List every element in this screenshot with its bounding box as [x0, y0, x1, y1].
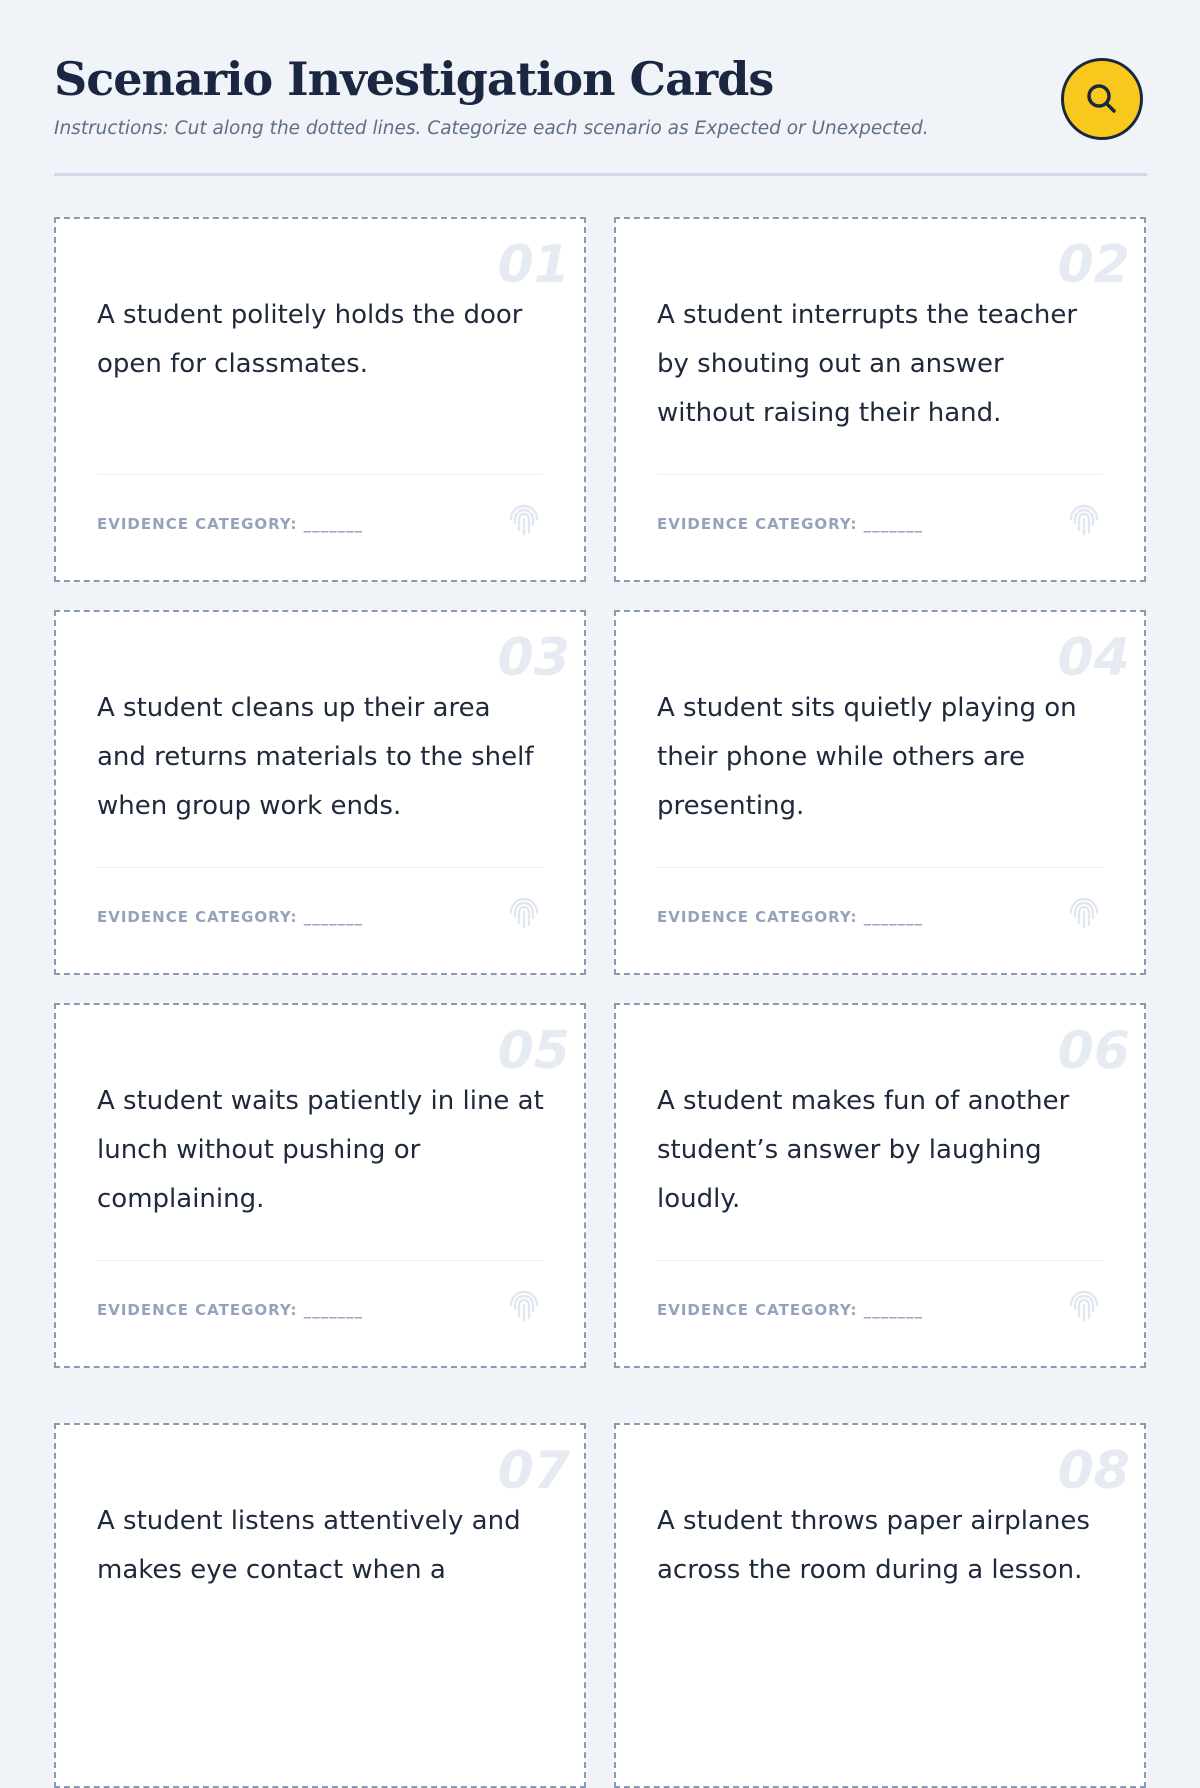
- magnifier-badge: [1061, 58, 1143, 140]
- evidence-category-label: EVIDENCE CATEGORY: _______: [657, 1301, 924, 1319]
- card-number: 07: [497, 1441, 570, 1501]
- card-number: 01: [497, 235, 570, 295]
- card-divider: [97, 1260, 543, 1261]
- card-number: 06: [1057, 1021, 1130, 1081]
- scenario-text: A student sits quietly playing on their phone while others are presenting.: [657, 693, 1077, 821]
- scenario-card: [54, 217, 586, 582]
- fingerprint-icon: [504, 1285, 544, 1325]
- fingerprint-icon: [1064, 499, 1104, 539]
- card-number: 05: [497, 1021, 570, 1081]
- fingerprint-icon: [504, 892, 544, 932]
- evidence-category-label: EVIDENCE CATEGORY: _______: [657, 515, 924, 533]
- scenario-text: A student makes fun of another student’s answer by laughing loudly.: [657, 1086, 1070, 1214]
- fingerprint-icon: [504, 499, 544, 539]
- page-title: Scenario Investigation Cards: [54, 52, 774, 106]
- scenario-text: A student cleans up their area and returns materials to the shelf when group work ends.: [97, 693, 534, 821]
- scenario-text: A student interrupts the teacher by shouting out an answer without raising their hand.: [657, 300, 1078, 428]
- magnifier-icon: [1082, 79, 1122, 119]
- card-divider: [657, 474, 1103, 475]
- worksheet-header: [54, 0, 1147, 176]
- instructions-text: Instructions: Cut along the dotted lines. Categorize each scenario as Expected or Unexpected.: [54, 118, 929, 139]
- scenario-card: [614, 1423, 1146, 1788]
- scenario-card: [614, 217, 1146, 582]
- scenario-card: [614, 610, 1146, 975]
- scenario-text: A student waits patiently in line at lunch without pushing or complaining.: [97, 1086, 544, 1214]
- card-divider: [97, 867, 543, 868]
- card-number: 03: [497, 628, 570, 688]
- evidence-category-label: EVIDENCE CATEGORY: _______: [97, 515, 364, 533]
- card-divider: [657, 867, 1103, 868]
- card-number: 04: [1057, 628, 1130, 688]
- scenario-card: [54, 1003, 586, 1368]
- scenario-text: A student throws paper airplanes across the room during a lesson.: [657, 1506, 1090, 1585]
- scenario-card: [54, 1423, 586, 1788]
- card-number: 02: [1057, 235, 1130, 295]
- evidence-category-label: EVIDENCE CATEGORY: _______: [97, 1301, 364, 1319]
- card-divider: [97, 474, 543, 475]
- card-divider: [657, 1260, 1103, 1261]
- scenario-card: [54, 610, 586, 975]
- evidence-category-label: EVIDENCE CATEGORY: _______: [97, 908, 364, 926]
- scenario-card: [614, 1003, 1146, 1368]
- scenario-text: A student listens attentively and makes eye contact when a: [97, 1506, 521, 1585]
- fingerprint-icon: [1064, 1285, 1104, 1325]
- scenario-text: A student politely holds the door open for classmates.: [97, 300, 523, 379]
- card-number: 08: [1057, 1441, 1130, 1501]
- evidence-category-label: EVIDENCE CATEGORY: _______: [657, 908, 924, 926]
- fingerprint-icon: [1064, 892, 1104, 932]
